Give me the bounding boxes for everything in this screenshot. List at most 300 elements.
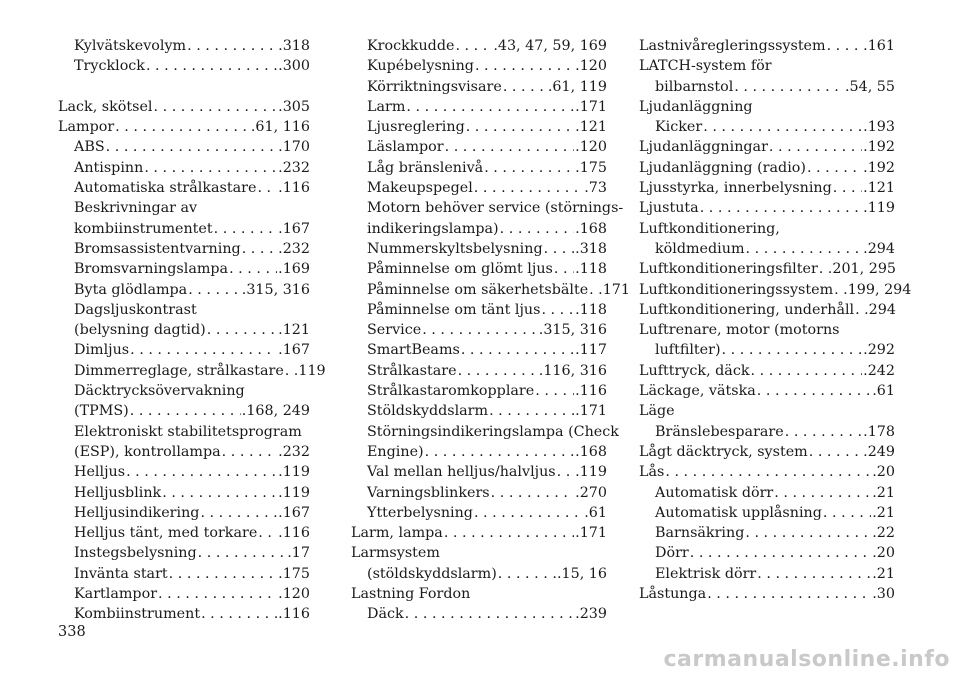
dot-leader <box>819 259 827 279</box>
index-entry-page: .120 <box>278 586 310 603</box>
index-entry <box>58 137 310 157</box>
index-entry-page: .116 <box>575 383 607 400</box>
dot-leader <box>115 117 250 137</box>
index-entry-page: .21 <box>872 565 895 582</box>
index-entry-text: Helljus tänt, med torkare <box>74 525 258 542</box>
index-entry <box>639 280 912 300</box>
dot-leader <box>154 97 278 117</box>
index-entry-text: Kombiinstrument <box>74 606 201 623</box>
index-entry-page: .168 <box>575 443 607 460</box>
index-entry <box>351 462 607 482</box>
index-entry <box>58 158 310 178</box>
index-entry-row <box>74 442 310 462</box>
index-entry-row <box>639 117 895 137</box>
index-entry-row <box>74 401 310 421</box>
index-entry-text: Antispinn <box>74 159 144 176</box>
index-entry-page: .17 <box>287 545 310 562</box>
index-entry-row <box>367 219 607 239</box>
index-entry <box>58 56 310 76</box>
index-entry-row <box>367 401 607 421</box>
index-entry-page: .61 <box>584 504 607 521</box>
dot-leader <box>722 340 863 360</box>
index-entry <box>58 259 310 279</box>
index-entry <box>639 300 895 320</box>
index-entry-row <box>74 604 310 624</box>
index-entry-page: .171 <box>575 525 607 542</box>
index-entry-text: Bromsvarningslampa <box>74 261 229 278</box>
index-entry-page: .116 <box>278 180 310 197</box>
index-entry-page: .116 <box>278 525 310 542</box>
index-entry <box>58 564 310 584</box>
index-entry-page: .168 <box>575 220 607 237</box>
index-entry-text: Helljusblink <box>74 484 162 501</box>
index-entry-text: Läge <box>639 403 675 420</box>
index-entry-page: .118 <box>575 301 607 318</box>
index-entry <box>58 36 310 56</box>
index-entry <box>351 56 607 76</box>
index-entry <box>58 178 310 198</box>
index-entry <box>351 361 607 381</box>
index-entry <box>58 604 310 624</box>
dot-leader <box>855 300 863 320</box>
dot-leader <box>500 219 575 239</box>
index-column-3 <box>639 36 912 604</box>
index-entry-page: .175 <box>575 159 607 176</box>
dot-leader <box>144 158 277 178</box>
index-entry-row <box>655 503 895 523</box>
index-entry-page: .54, 55 <box>844 78 895 95</box>
index-entry-page: .121 <box>278 322 310 339</box>
index-entry-page: .171 <box>575 403 607 420</box>
index-entry-text: Luftkonditionering, <box>639 220 780 237</box>
index-entry-text: Ytterbelysning <box>367 504 473 521</box>
index-entry-row <box>367 503 607 523</box>
index-entry-row <box>74 56 310 76</box>
index-entry-row <box>367 361 607 381</box>
index-entry-text: Ljudanläggning (radio) <box>639 159 806 176</box>
dot-leader <box>242 239 277 259</box>
index-entry-text: Larmsystem <box>351 545 440 562</box>
index-entry <box>639 442 895 462</box>
dot-leader <box>707 584 871 604</box>
index-entry-text: LATCH-system för <box>639 58 772 75</box>
index-entry-page: .119 <box>278 464 310 481</box>
index-entry-row <box>639 77 895 97</box>
index-entry <box>639 137 895 157</box>
index-entry-text: Låstunga <box>639 586 707 603</box>
index-entry <box>58 422 310 463</box>
index-entry-page: .119 <box>278 484 310 501</box>
index-entry-page: .199, 294 <box>843 281 912 298</box>
index-entry-text: SmartBeams <box>367 342 460 359</box>
index-entry-page: .294 <box>863 240 895 257</box>
index-entry-row <box>74 36 310 56</box>
index-entry-text: köldmedium <box>655 240 745 257</box>
dot-leader <box>746 239 863 259</box>
dot-leader <box>474 178 583 198</box>
index-entry-text: Motorn behöver service (störnings- <box>367 200 624 217</box>
index-entry <box>639 381 895 401</box>
index-entry-text: Elektrisk dörr <box>655 565 757 582</box>
dot-leader <box>785 422 862 442</box>
index-entry-row <box>639 422 895 442</box>
index-entry-text: Automatisk upplåsning <box>655 504 822 521</box>
dot-leader <box>106 137 278 157</box>
index-entry-row <box>639 259 895 279</box>
index-entry-row <box>367 36 607 56</box>
index-entry <box>351 77 607 97</box>
dot-leader <box>475 56 574 76</box>
index-entry-row <box>655 564 895 584</box>
page-number: 338 <box>58 624 86 640</box>
index-entry <box>351 158 607 178</box>
dot-leader <box>757 381 871 401</box>
dot-leader <box>544 239 575 259</box>
index-entry-text: Störningsindikeringslampa (Check <box>367 423 619 440</box>
dot-leader <box>690 543 872 563</box>
index-entry-page: .21 <box>872 484 895 501</box>
index-entry-text: Däck <box>367 606 404 623</box>
index-entry <box>351 401 607 421</box>
index-entry-page: .120 <box>575 58 607 75</box>
index-entry-text: Ljudanläggning <box>639 98 753 115</box>
index-entry-text: Luftrenare, motor (motorns <box>639 322 840 339</box>
index-entry <box>351 117 607 137</box>
index-entry-row <box>367 178 607 198</box>
dot-leader <box>188 280 241 300</box>
dot-leader <box>455 36 492 56</box>
dot-leader <box>130 401 241 421</box>
index-entry-row <box>367 56 607 76</box>
index-entry-text: kombiinstrumentet <box>74 220 213 237</box>
index-entry-row <box>351 604 607 624</box>
index-entry-text: Läckage, vätska <box>639 383 756 400</box>
index-entry-text: ABS <box>74 139 105 156</box>
index-entry-page: .232 <box>278 240 310 257</box>
dot-leader <box>458 361 538 381</box>
index-entry-text: Låg bränslenivå <box>367 159 484 176</box>
dot-leader <box>466 117 574 137</box>
index-entry <box>351 280 630 300</box>
index-entry-page: .171 <box>575 98 607 115</box>
index-entry-row <box>74 523 310 543</box>
dot-leader <box>489 401 574 421</box>
index-entry-row <box>367 462 607 482</box>
index-entry <box>58 523 310 543</box>
dot-leader <box>207 320 277 340</box>
index-entry-text: Beskrivningar av <box>74 200 198 217</box>
index-entry-page: .318 <box>278 38 310 54</box>
index-entry <box>351 97 607 117</box>
index-entry-row <box>74 137 310 157</box>
index-entry <box>58 300 310 341</box>
index-entry-text: Barnsäkring <box>655 525 745 542</box>
index-entry-page: .201, 295 <box>827 261 897 278</box>
index-entry-row <box>74 239 310 259</box>
index-entry-text: Ljudanläggningar <box>639 139 768 156</box>
index-entry-text: Val mellan helljus/halvljus <box>367 464 556 481</box>
index-entry-row <box>367 97 607 117</box>
index-entry <box>351 36 607 56</box>
index-entry-text: Nummerskyltsbelysning <box>367 240 543 257</box>
index-entry-row <box>639 36 895 56</box>
dot-leader <box>461 340 574 360</box>
index-entry-text: Strålkastaromkopplare <box>367 383 535 400</box>
index-entry <box>639 543 895 563</box>
index-entry-row <box>655 483 895 503</box>
index-entry <box>58 239 310 259</box>
index-entry <box>639 158 895 178</box>
dot-leader <box>445 137 575 157</box>
index-entry-page: .178 <box>863 423 895 440</box>
dot-leader <box>665 462 871 482</box>
index-entry-row <box>74 340 310 360</box>
index-entry <box>351 503 607 523</box>
index-entry-page: .61 <box>872 383 895 400</box>
dot-leader <box>187 36 277 56</box>
index-entry-row <box>74 280 310 300</box>
index-entry-text: Strålkastare <box>367 362 457 379</box>
index-entry <box>58 381 310 422</box>
index-entry-row <box>639 340 895 360</box>
dot-leader <box>827 36 863 56</box>
index-entry-text: Påminnelse om tänt ljus <box>367 301 541 318</box>
dot-leader <box>130 340 277 360</box>
index-entry-row <box>639 584 895 604</box>
dot-leader <box>201 604 277 624</box>
index-entry-text: Krockkudde <box>367 38 455 54</box>
index-entry-page: .315, 316 <box>241 281 310 298</box>
index-entry-page: .249 <box>863 443 895 460</box>
index-entry-row <box>367 280 630 300</box>
index-entry-row <box>58 97 310 117</box>
dot-leader <box>146 56 277 76</box>
dot-leader <box>198 543 287 563</box>
index-entry-row <box>74 503 310 523</box>
index-entry-page: .61, 119 <box>547 78 607 95</box>
index-entry <box>58 361 326 381</box>
index-entry-text: bilbarnstol <box>655 78 734 95</box>
index-entry-text: Luftkonditioneringssystem <box>639 281 834 298</box>
index-entry <box>639 503 895 523</box>
index-entry <box>639 178 895 198</box>
index-entry-row <box>74 584 310 604</box>
dot-leader <box>589 280 597 300</box>
index-entry-text: Elektroniskt stabilitetsprogram <box>74 423 302 440</box>
watermark: carmanualsonline.info <box>663 647 950 672</box>
index-entry <box>58 462 310 482</box>
index-entry-row <box>367 158 607 178</box>
index-entry-row <box>639 381 895 401</box>
index-entry-page: .73 <box>584 180 607 197</box>
index-entry-page: .161 <box>863 38 895 54</box>
index-entry-text: Lågt däcktryck, system <box>639 443 808 460</box>
index-entry <box>351 300 607 320</box>
index-entry-page: .119 <box>863 200 895 217</box>
index-entry-text: Invänta start <box>74 565 168 582</box>
index-entry-row <box>367 259 607 279</box>
index-entry <box>639 219 895 260</box>
index-entry-page: .292 <box>863 342 895 359</box>
index-entry-text: Service <box>367 322 422 339</box>
index-entry <box>58 543 310 563</box>
index-entry-text: Helljus <box>74 464 126 481</box>
index-entry-text: Lastnivåregleringssystem <box>639 38 826 54</box>
index-entry <box>351 239 607 259</box>
index-entry-page: .170 <box>278 139 310 156</box>
index-entry-page: .232 <box>278 443 310 460</box>
index-entry-text: (TPMS) <box>74 403 129 420</box>
index-entry-text: Kupébelysning <box>367 58 474 75</box>
index-entry-text: Däcktrycksövervakning <box>74 383 245 400</box>
index-entry <box>639 259 895 279</box>
index-entry-page: .121 <box>863 180 895 197</box>
index-entry-page: .192 <box>863 159 895 176</box>
index-entry-row <box>639 198 895 218</box>
dot-leader <box>405 604 574 624</box>
index-entry-row <box>367 300 607 320</box>
index-entry <box>58 503 310 523</box>
dot-leader <box>734 77 844 97</box>
index-entry-page: .116, 316 <box>538 362 607 379</box>
index-entry-text: Engine) <box>367 443 424 460</box>
dot-leader <box>833 178 862 198</box>
index-entry-text: Lås <box>639 464 665 481</box>
index-entry-text: Ljusstyrka, innerbelysning <box>639 180 832 197</box>
index-entry-text: indikeringslampa) <box>367 220 499 237</box>
index-entry-text: Kicker <box>655 119 703 136</box>
index-entry-page: .168, 249 <box>241 403 310 420</box>
index-entry-row <box>639 280 912 300</box>
dot-leader <box>541 300 574 320</box>
index-entry-page: .192 <box>863 139 895 156</box>
index-entry-text: Lack, skötsel <box>58 98 153 115</box>
index-entry-row <box>367 442 607 462</box>
index-entry-row <box>74 361 326 381</box>
dot-leader <box>535 381 574 401</box>
dot-leader <box>554 259 574 279</box>
index-entry-row <box>639 442 895 462</box>
index-entry-row <box>74 178 310 198</box>
dot-leader <box>169 564 277 584</box>
index-entry-row <box>367 117 607 137</box>
index-entry <box>351 178 607 198</box>
index-entry-text: (stöldskyddslarm) <box>367 565 497 582</box>
index-entry <box>58 117 310 137</box>
index-entry-page: .242 <box>863 362 895 379</box>
index-entry-page: .22 <box>872 525 895 542</box>
index-entry-page: .169 <box>278 261 310 278</box>
index-entry-page: .318 <box>575 240 607 257</box>
index-entry <box>351 523 607 543</box>
dot-leader <box>834 280 842 300</box>
index-entry <box>639 36 895 56</box>
dot-leader <box>229 259 277 279</box>
dot-leader <box>422 320 538 340</box>
index-entry-text: Dagsljuskontrast <box>74 301 197 318</box>
index-entry <box>351 198 624 239</box>
index-entry-text: Kartlampor <box>74 586 158 603</box>
index-entry-page: .43, 47, 59, 169 <box>493 38 607 54</box>
index-entry <box>351 137 607 157</box>
index-entry-page: .167 <box>278 220 310 237</box>
index-entry-text: Luftkonditioneringsfilter <box>639 261 818 278</box>
index-entry-row <box>367 483 607 503</box>
index-entry-text: Luftkonditionering, underhåll <box>639 301 855 318</box>
index-entry-text: Byta glödlampa <box>74 281 188 298</box>
index-entry-row <box>74 483 310 503</box>
index-entry-row <box>639 239 895 259</box>
index-entry-row <box>655 523 895 543</box>
index-entry-page: .30 <box>872 586 895 603</box>
index-entry-text: Stöldskyddslarm <box>367 403 489 420</box>
index-entry-text: Påminnelse om glömt ljus <box>367 261 553 278</box>
index-entry-page: .239 <box>575 606 607 623</box>
dot-leader <box>491 483 575 503</box>
dot-leader <box>257 178 277 198</box>
index-entry-row <box>74 564 310 584</box>
dot-leader <box>757 564 871 584</box>
index-entry <box>639 320 895 361</box>
dot-leader <box>700 198 862 218</box>
index-entry-text: Körriktningsvisare <box>367 78 502 95</box>
index-entry-text: Instegsbelysning <box>74 545 197 562</box>
index-entry-text: Kylvätskevolym <box>74 38 187 54</box>
index-entry-page: .300 <box>278 58 310 75</box>
index-entry-text: luftfilter) <box>655 342 721 359</box>
index-entry <box>351 381 607 401</box>
index-entry-row <box>58 117 310 137</box>
dot-leader <box>703 117 862 137</box>
index-entry-page: .61, 116 <box>250 119 310 136</box>
index-entry-page: .305 <box>278 98 310 115</box>
index-entry <box>639 401 895 442</box>
index-entry-text: Dimmerreglage, strålkastare <box>74 362 284 379</box>
index-entry-page: .15, 16 <box>556 565 607 582</box>
index-entry-row <box>367 320 607 340</box>
index-entry-page: .167 <box>278 342 310 359</box>
dot-leader <box>745 523 871 543</box>
index-entry-text: Ljusreglering <box>367 119 465 136</box>
index-entry <box>58 97 310 117</box>
index-entry-row <box>351 523 607 543</box>
index-entry-text: Varningsblinkers <box>367 484 490 501</box>
index-entry-text: Larm <box>367 98 406 115</box>
index-entry-text: Makeupspegel <box>367 180 473 197</box>
index-entry-page: .232 <box>278 159 310 176</box>
dot-leader <box>200 503 277 523</box>
index-entry <box>639 462 895 482</box>
index-entry-page: .175 <box>278 565 310 582</box>
index-entry-page: .193 <box>863 119 895 136</box>
index-entry-page: .21 <box>872 504 895 521</box>
index-entry <box>639 361 895 381</box>
index-entry-text: Trycklock <box>74 58 145 75</box>
index-entry <box>351 543 607 584</box>
index-entry-page: .270 <box>575 484 607 501</box>
index-entry <box>639 56 895 97</box>
dot-leader <box>774 483 871 503</box>
index-entry-row <box>367 239 607 259</box>
index-entry-row <box>639 361 895 381</box>
dot-leader <box>444 523 574 543</box>
index-entry-page: .20 <box>872 545 895 562</box>
index-entry-text: Påminnelse om säkerhetsbälte <box>367 281 589 298</box>
index-entry-text: Dimljus <box>74 342 130 359</box>
index-entry-text: Läslampor <box>367 139 444 156</box>
index-entry-text: Helljusindikering <box>74 504 200 521</box>
index-entry <box>351 584 607 625</box>
